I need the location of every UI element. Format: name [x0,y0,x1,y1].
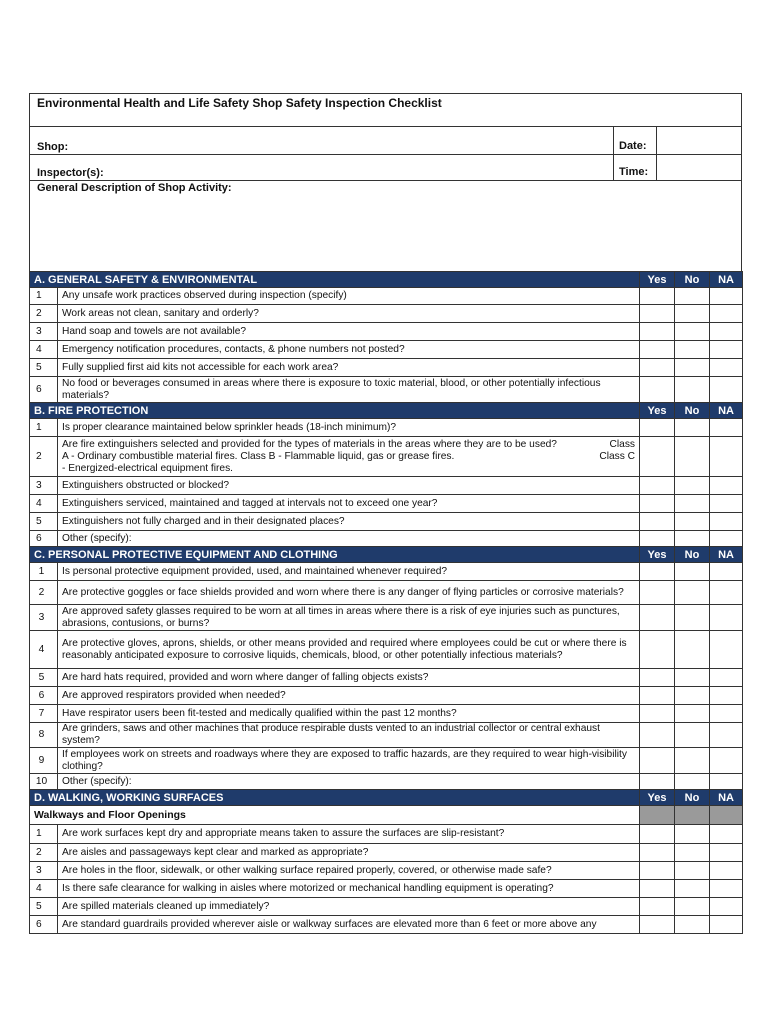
yes-checkbox-cell[interactable] [640,477,675,495]
yes-checkbox-cell[interactable] [640,531,675,547]
no-checkbox-cell[interactable] [675,880,710,898]
no-checkbox-cell[interactable] [675,377,710,403]
item-number: 2 [30,844,58,862]
item-number: 6 [30,687,58,705]
subheading-gray-cell [675,806,710,825]
date-label: Date: [614,127,657,154]
na-checkbox-cell[interactable] [710,862,743,880]
na-checkbox-cell[interactable] [710,563,743,581]
checklist-row [30,844,743,862]
no-checkbox-cell[interactable] [675,862,710,880]
checklist-row [30,513,743,531]
na-checkbox-cell[interactable] [710,305,743,323]
no-checkbox-cell[interactable] [675,774,710,790]
na-checkbox-cell[interactable] [710,844,743,862]
na-checkbox-cell[interactable] [710,531,743,547]
item-question: Any unsafe work practices observed during inspection (specify) [58,288,640,305]
no-checkbox-cell[interactable] [675,323,710,341]
checklist-row [30,341,743,359]
item-number: 1 [30,825,58,844]
item-number: 5 [30,669,58,687]
yes-checkbox-cell[interactable] [640,669,675,687]
na-checkbox-cell[interactable] [710,513,743,531]
column-header-no: No [675,547,710,563]
yes-checkbox-cell[interactable] [640,898,675,916]
no-checkbox-cell[interactable] [675,513,710,531]
column-header-yes: Yes [640,272,675,288]
column-header-na: NA [710,403,743,419]
item-number: 10 [30,774,58,790]
question-part: Class C [599,450,636,462]
checklist-row [30,605,743,631]
no-checkbox-cell[interactable] [675,844,710,862]
item-number: 1 [30,288,58,305]
item-number: 3 [30,862,58,880]
item-number: 6 [30,531,58,547]
subheading-gray-cell [710,806,743,825]
no-checkbox-cell[interactable] [675,581,710,605]
no-checkbox-cell[interactable] [675,687,710,705]
item-question: Work areas not clean, sanitary and orderly? [58,305,640,323]
yes-checkbox-cell[interactable] [640,862,675,880]
na-checkbox-cell[interactable] [710,880,743,898]
checklist-row [30,916,743,934]
shop-date-row [30,127,741,155]
subheading-row [30,806,743,825]
na-checkbox-cell[interactable] [710,825,743,844]
item-number: 6 [30,377,58,403]
item-number: 1 [30,419,58,437]
column-header-no: No [675,403,710,419]
shop-activity-description: General Description of Shop Activity: [37,182,232,194]
na-checkbox-cell[interactable] [710,916,743,934]
item-question: Are approved safety glasses required to be worn at all times in areas where there is a risk of eye injuries such as punctures, abrasions, contusions, or burns? [58,605,640,631]
item-question: Fully supplied first aid kits not accessible for each work area? [58,359,640,377]
section-title: C. PERSONAL PROTECTIVE EQUIPMENT AND CLOTHING [30,547,640,563]
na-checkbox-cell[interactable] [710,495,743,513]
item-question: Is there safe clearance for walking in aisles where motorized or mechanical handling equipment is operating? [58,880,640,898]
yes-checkbox-cell[interactable] [640,774,675,790]
column-header-na: NA [710,547,743,563]
item-question: If employees work on streets and roadways where they are exposed to traffic hazards, are they required to wear high-visibility clothing? [58,748,640,774]
na-checkbox-cell[interactable] [710,631,743,669]
column-header-na: NA [710,790,743,806]
checklist-row [30,377,743,403]
item-number: 4 [30,495,58,513]
yes-checkbox-cell[interactable] [640,359,675,377]
item-number: 2 [30,305,58,323]
checklist-row [30,631,743,669]
na-checkbox-cell[interactable] [710,748,743,774]
no-checkbox-cell[interactable] [675,563,710,581]
no-checkbox-cell[interactable] [675,723,710,748]
item-question: Are grinders, saws and other machines that produce respirable dusts vented to an industrial collector or central exhaust system? [58,723,640,748]
na-checkbox-cell[interactable] [710,898,743,916]
checklist-row [30,825,743,844]
question-part: Are fire extinguishers selected and provided for the types of materials in the areas where they are to be used? [62,438,557,450]
checklist-header [29,93,742,271]
item-number: 4 [30,631,58,669]
item-number: 7 [30,705,58,723]
na-checkbox-cell[interactable] [710,723,743,748]
na-checkbox-cell[interactable] [710,377,743,403]
yes-checkbox-cell[interactable] [640,631,675,669]
yes-checkbox-cell[interactable] [640,687,675,705]
column-header-na: NA [710,272,743,288]
item-question: Other (specify): [58,774,640,790]
item-question: Are approved respirators provided when needed? [58,687,640,705]
yes-checkbox-cell[interactable] [640,495,675,513]
yes-checkbox-cell[interactable] [640,880,675,898]
section-title: D. WALKING, WORKING SURFACES [30,790,640,806]
checklist-row [30,687,743,705]
na-checkbox-cell[interactable] [710,687,743,705]
inspector-time-row [30,155,741,181]
no-checkbox-cell[interactable] [675,341,710,359]
no-checkbox-cell[interactable] [675,825,710,844]
item-number: 6 [30,916,58,934]
no-checkbox-cell[interactable] [675,495,710,513]
item-question: Are protective gloves, aprons, shields, or other means provided and required where employees could be cut or where there is reasonably anticipated exposure to corrosive liquids, chemicals, blood, or other potentially infectious materials? [58,631,640,669]
date-field[interactable] [657,127,741,154]
item-number: 5 [30,359,58,377]
item-question: Is proper clearance maintained below sprinkler heads (18-inch minimum)? [58,419,640,437]
na-checkbox-cell[interactable] [710,605,743,631]
item-question: Extinguishers serviced, maintained and tagged at intervals not to exceed one year? [58,495,640,513]
yes-checkbox-cell[interactable] [640,323,675,341]
item-question: Is personal protective equipment provided, used, and maintained whenever required? [58,563,640,581]
no-checkbox-cell[interactable] [675,305,710,323]
checklist-row [30,898,743,916]
item-number: 4 [30,341,58,359]
yes-checkbox-cell[interactable] [640,341,675,359]
item-question: Hand soap and towels are not available? [58,323,640,341]
question-part: - Energized-electrical equipment fires. [62,462,233,474]
checklist-row [30,563,743,581]
checklist-row [30,288,743,305]
yes-checkbox-cell[interactable] [640,916,675,934]
item-question: Emergency notification procedures, contacts, & phone numbers not posted? [58,341,640,359]
item-number: 5 [30,898,58,916]
checklist-row [30,862,743,880]
yes-checkbox-cell[interactable] [640,705,675,723]
checklist-table [29,271,743,934]
item-question: Other (specify): [58,531,640,547]
question-part: A - Ordinary combustible material fires. Class B - Flammable liquid, gas or grease fires. [62,450,455,462]
item-question: Are protective goggles or face shields provided and worn where there is any danger of flying particles or corrosive materials? [58,581,640,605]
checklist-row [30,305,743,323]
na-checkbox-cell[interactable] [710,477,743,495]
document-title: Environmental Health and Life Safety Shop Safety Inspection Checklist [30,94,741,127]
time-field[interactable] [657,155,741,180]
item-number: 1 [30,563,58,581]
item-question: Are holes in the floor, sidewalk, or other walking surface repaired properly, covered, or otherwise made safe? [58,862,640,880]
yes-checkbox-cell[interactable] [640,305,675,323]
yes-checkbox-cell[interactable] [640,288,675,305]
item-question: No food or beverages consumed in areas where there is exposure to toxic material, blood, or other potentially infectious materials? [58,377,640,403]
na-checkbox-cell[interactable] [710,323,743,341]
no-checkbox-cell[interactable] [675,288,710,305]
item-question: Are work surfaces kept dry and appropriate means taken to assure the surfaces are slip-resistant? [58,825,640,844]
section-header-a [30,272,743,288]
no-checkbox-cell[interactable] [675,898,710,916]
item-number: 2 [30,437,58,477]
subheading: Walkways and Floor Openings [30,806,640,825]
yes-checkbox-cell[interactable] [640,437,675,477]
section-header-d [30,790,743,806]
inspectors-label: Inspector(s): [30,155,614,180]
yes-checkbox-cell[interactable] [640,748,675,774]
column-header-no: No [675,272,710,288]
checklist-document [29,93,742,934]
item-question: Extinguishers obstructed or blocked? [58,477,640,495]
item-question: Have respirator users been fit-tested and medically qualified within the past 12 months? [58,705,640,723]
na-checkbox-cell[interactable] [710,419,743,437]
item-question [58,437,640,477]
no-checkbox-cell[interactable] [675,631,710,669]
section-title: A. GENERAL SAFETY & ENVIRONMENTAL [30,272,640,288]
checklist-row [30,495,743,513]
na-checkbox-cell[interactable] [710,288,743,305]
item-number: 9 [30,748,58,774]
na-checkbox-cell[interactable] [710,437,743,477]
yes-checkbox-cell[interactable] [640,419,675,437]
item-number: 4 [30,880,58,898]
no-checkbox-cell[interactable] [675,705,710,723]
subheading-gray-cell [640,806,675,825]
item-number: 3 [30,477,58,495]
no-checkbox-cell[interactable] [675,531,710,547]
na-checkbox-cell[interactable] [710,669,743,687]
no-checkbox-cell[interactable] [675,359,710,377]
section-header-b [30,403,743,419]
na-checkbox-cell[interactable] [710,774,743,790]
checklist-row [30,723,743,748]
na-checkbox-cell[interactable] [710,705,743,723]
yes-checkbox-cell[interactable] [640,513,675,531]
checklist-row [30,359,743,377]
column-header-no: No [675,790,710,806]
time-label: Time: [614,155,657,180]
yes-checkbox-cell[interactable] [640,581,675,605]
item-question: Are hard hats required, provided and worn where danger of falling objects exists? [58,669,640,687]
item-number: 3 [30,323,58,341]
checklist-row [30,437,743,477]
section-header-c [30,547,743,563]
checklist-row [30,748,743,774]
column-header-yes: Yes [640,547,675,563]
item-number: 5 [30,513,58,531]
no-checkbox-cell[interactable] [675,477,710,495]
na-checkbox-cell[interactable] [710,341,743,359]
checklist-row [30,531,743,547]
no-checkbox-cell[interactable] [675,437,710,477]
yes-checkbox-cell[interactable] [640,723,675,748]
question-part: Class [609,438,636,450]
item-number: 3 [30,605,58,631]
shop-label: Shop: [30,127,614,154]
no-checkbox-cell[interactable] [675,605,710,631]
item-question: Extinguishers not fully charged and in their designated places? [58,513,640,531]
section-title: B. FIRE PROTECTION [30,403,640,419]
item-question: Are spilled materials cleaned up immediately? [58,898,640,916]
column-header-yes: Yes [640,790,675,806]
no-checkbox-cell[interactable] [675,419,710,437]
checklist-row [30,669,743,687]
checklist-row [30,477,743,495]
yes-checkbox-cell[interactable] [640,605,675,631]
checklist-row [30,774,743,790]
no-checkbox-cell[interactable] [675,669,710,687]
yes-checkbox-cell[interactable] [640,844,675,862]
item-question: Are aisles and passageways kept clear and marked as appropriate? [58,844,640,862]
checklist-row [30,419,743,437]
yes-checkbox-cell[interactable] [640,825,675,844]
item-number: 2 [30,581,58,605]
column-header-yes: Yes [640,403,675,419]
checklist-row [30,581,743,605]
na-checkbox-cell[interactable] [710,359,743,377]
item-number: 8 [30,723,58,748]
no-checkbox-cell[interactable] [675,916,710,934]
no-checkbox-cell[interactable] [675,748,710,774]
yes-checkbox-cell[interactable] [640,563,675,581]
item-question: Are standard guardrails provided wherever aisle or walkway surfaces are elevated more than 6 feet or more above any [58,916,640,934]
checklist-row [30,705,743,723]
na-checkbox-cell[interactable] [710,581,743,605]
checklist-row [30,880,743,898]
checklist-row [30,323,743,341]
yes-checkbox-cell[interactable] [640,377,675,403]
